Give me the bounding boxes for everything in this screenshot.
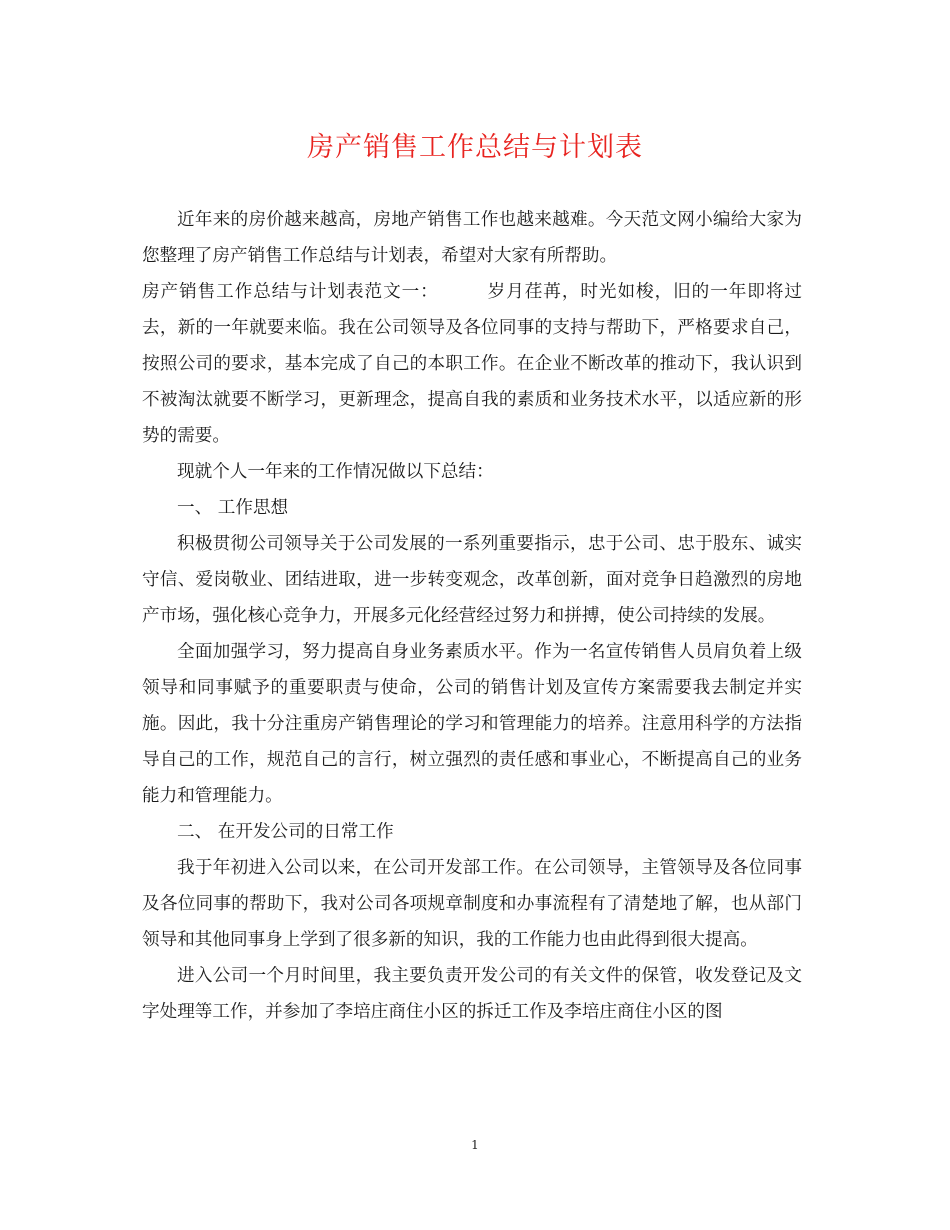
section-heading-2: 二、 在开发公司的日常工作 — [177, 822, 394, 842]
sample-label: 房产销售工作总结与计划表范文一： — [142, 282, 439, 302]
page-number: 1 — [471, 1138, 479, 1152]
paragraph-learning: 全面加强学习，努力提高自身业务素质水平。作为一名宣传销售人员肩负着上级领导和同事赋予的重要职责与使命，公司的销售计划及宣传方案需要我去制定并实施。因此，我十分注重房产销售理论的学习和管理能力的培养。注意用科学的方法指导自己的工作，规范自己的言行，树立强烈的责任感和事业心，不断提高自己的业务能力和管理能力。 — [142, 642, 802, 806]
intro-paragraph: 近年来的房价越来越高，房地产销售工作也越来越难。今天范文网小编给大家为您整理了房产销售工作总结与计划表，希望对大家有所帮助。 — [142, 210, 802, 266]
summary-intro: 现就个人一年来的工作情况做以下总结： — [177, 462, 494, 482]
document-title: 房产销售工作总结与计划表 — [307, 132, 643, 163]
paragraph-work-thinking: 积极贯彻公司领导关于公司发展的一系列重要指示，忠于公司、忠于股东、诚实守信、爱岗敬业、团结进取，进一步转变观念，改革创新，面对竞争日趋激烈的房地产市场，强化核心竞争力，开展多元化经营经过努力和拼搏，使公司持续的发展。 — [142, 534, 802, 626]
sample-paragraph — [142, 274, 802, 454]
section-heading-1: 一、 工作思想 — [177, 498, 289, 518]
sample-body: 岁月荏苒，时光如梭，旧的一年即将过去，新的一年就要来临。我在公司领导及各位同事的支持与帮助下，严格要求自己，按照公司的要求，基本完成了自己的本职工作。在企业不断改革的推动下，我认识到不被淘汰就要不断学习，更新理念，提高自我的素质和业务技术水平，以适应新的形势的需要。 — [142, 282, 802, 446]
paragraph-daily-work: 我于年初进入公司以来，在公司开发部工作。在公司领导，主管领导及各位同事及各位同事的帮助下，我对公司各项规章制度和办事流程有了清楚地了解，也从部门领导和其他同事身上学到了很多新的知识，我的工作能力也由此得到很大提高。 — [142, 858, 802, 950]
document-body — [142, 202, 802, 1030]
paragraph-first-month: 进入公司一个月时间里，我主要负责开发公司的有关文件的保管，收发登记及文字处理等工作，并参加了李培庄商住小区的拆迁工作及李培庄商住小区的图 — [142, 966, 802, 1022]
